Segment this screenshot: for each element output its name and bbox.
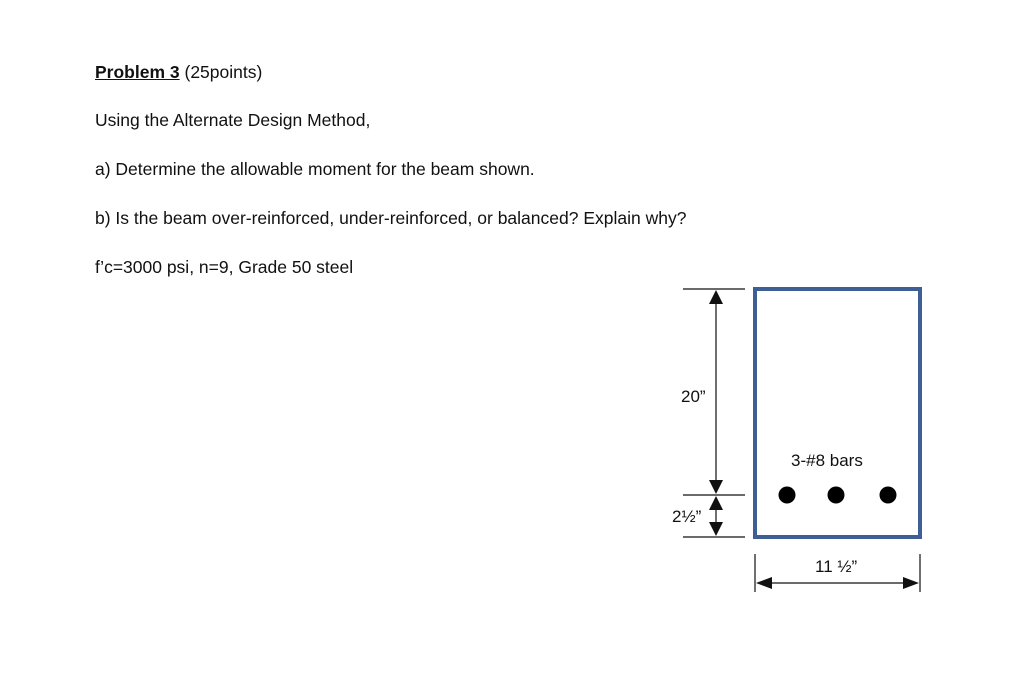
rebar <box>779 487 796 504</box>
depth-arrow-bottom <box>709 480 723 494</box>
bars-label: 3-#8 bars <box>791 451 863 470</box>
problem-intro: Using the Alternate Design Method, <box>95 110 371 130</box>
width-arrow-right <box>903 577 919 589</box>
width-arrow-left <box>756 577 772 589</box>
rebar <box>880 487 897 504</box>
problem-title: Problem 3 <box>95 62 180 82</box>
cover-arrow-bottom <box>709 522 723 536</box>
problem-given: f’c=3000 psi, n=9, Grade 50 steel <box>95 257 354 277</box>
problem-part-b: b) Is the beam over-reinforced, under-reinforced, or balanced? Explain why? <box>95 208 687 228</box>
cover-label: 2½” <box>672 507 702 526</box>
problem-part-a: a) Determine the allowable moment for the beam shown. <box>95 159 535 179</box>
cover-arrow-top <box>709 496 723 510</box>
rebar <box>828 487 845 504</box>
depth-arrow-top <box>709 290 723 304</box>
problem-points: (25points) <box>179 62 263 82</box>
depth-label: 20” <box>681 387 706 406</box>
width-label: 11 ½” <box>815 557 858 576</box>
